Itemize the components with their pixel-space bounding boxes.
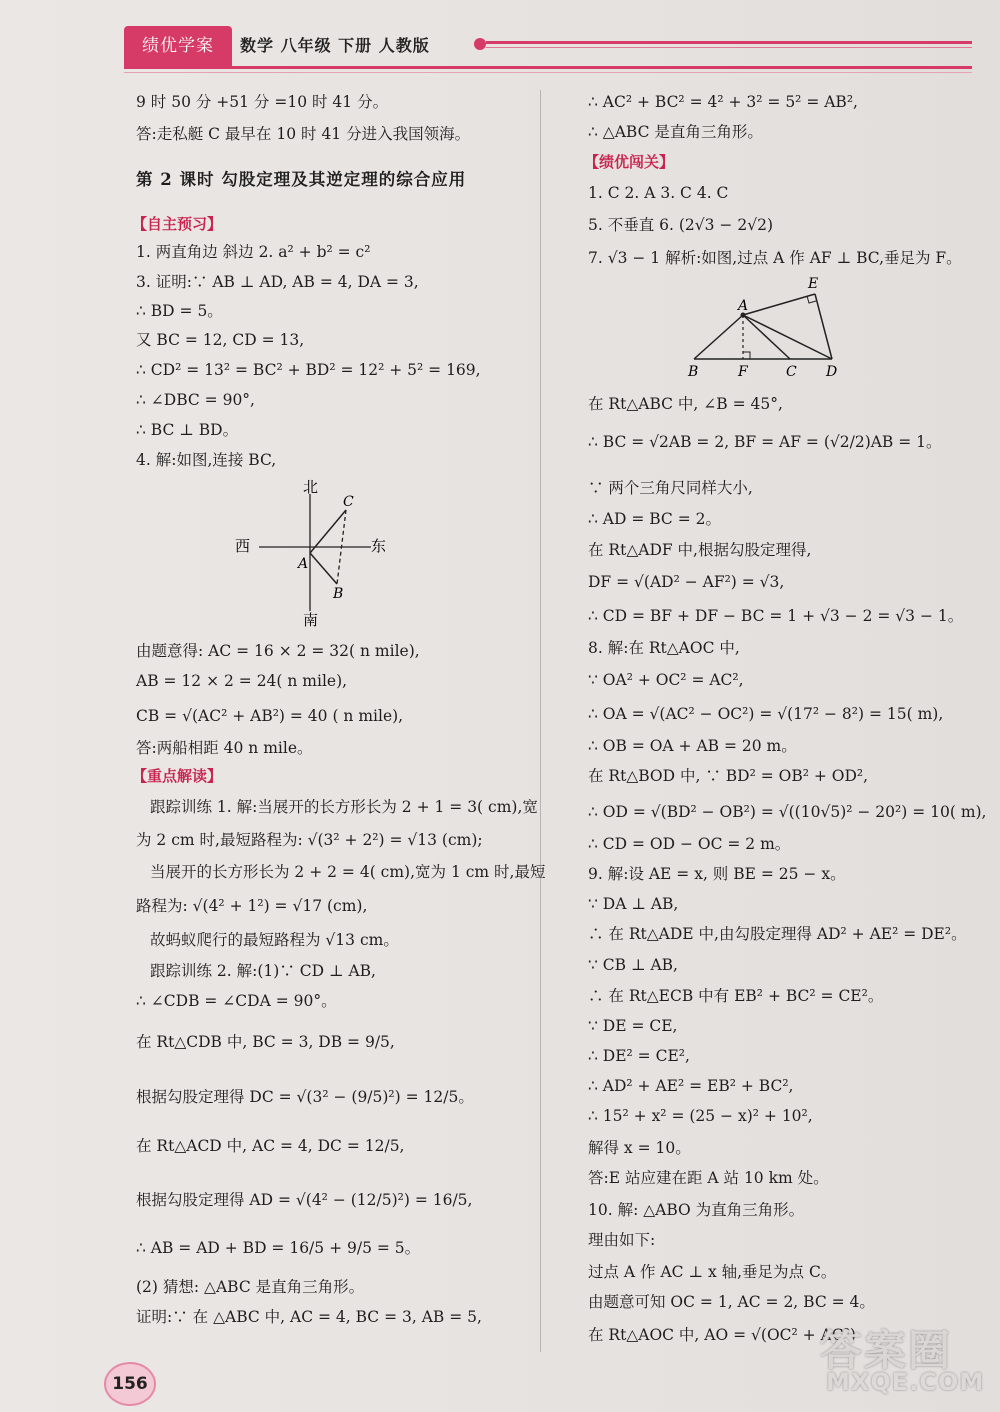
text-line: ∴ CD = BF + DF − BC = 1 + √3 − 2 = √3 − 1。 <box>588 607 964 625</box>
label-west: 西 <box>235 537 251 555</box>
text-line: ∴ △ABC 是直角三角形。 <box>588 123 763 141</box>
text-line: ∵ 两个三角尺同样大小, <box>588 479 753 497</box>
text-line: ∴ OA = √(AC² − OC²) = √(17² − 8²) = 15( m), <box>588 705 944 723</box>
text-line: 9 时 50 分 +51 分 =10 时 41 分。 <box>136 93 389 111</box>
lesson-title: 第 2 课时 勾股定理及其逆定理的综合应用 <box>136 170 467 189</box>
text-line: ∴ AD = BC = 2。 <box>588 510 721 528</box>
text-line: AB = 12 × 2 = 24( n mile), <box>136 672 348 690</box>
text-line: ∴ BC = √2AB = 2, BF = AF = (√2/2)AB = 1。 <box>588 433 942 451</box>
text-line: 3. 证明:∵ AB ⊥ AD, AB = 4, DA = 3, <box>136 273 419 291</box>
column-divider <box>540 90 541 1352</box>
text-line: ∴ CD² = 13² = BC² + BD² = 12² + 5² = 169, <box>136 361 481 379</box>
label-a: A <box>738 298 749 314</box>
text-line: 解得 x = 10。 <box>588 1139 691 1157</box>
text-line: 在 Rt△ADF 中,根据勾股定理得, <box>588 541 812 559</box>
text-line: ∴ 在 Rt△ECB 中有 EB² + BC² = CE²。 <box>588 987 884 1005</box>
text-line: CB = √(AC² + AB²) = 40 ( n mile), <box>136 707 404 725</box>
text-line: ∵ DE = CE, <box>588 1017 678 1035</box>
text-line: 5. 不垂直 6. (2√3 − 2√2) <box>588 216 773 234</box>
text-line: ∴ OB = OA + AB = 20 m。 <box>588 737 797 755</box>
header-underline <box>124 66 972 69</box>
text-line: ∴ 15² + x² = (25 − x)² + 10², <box>588 1107 813 1125</box>
text-line: 过点 A 作 AC ⊥ x 轴,垂足为点 C。 <box>588 1263 837 1281</box>
text-line: 在 Rt△AOC 中, AO = √(OC² + AC²) <box>588 1326 856 1344</box>
header-underline-thin <box>124 72 972 73</box>
label-c: C <box>343 494 354 510</box>
section-heading: 【绩优闯关】 <box>584 153 675 171</box>
text-line: 答:两船相距 40 n mile。 <box>136 739 313 757</box>
text-line: 理由如下: <box>588 1231 656 1249</box>
segment-ae <box>743 294 815 315</box>
text-line: 故蚂蚁爬行的最短路程为 √13 cm。 <box>150 931 399 949</box>
text-line: (2) 猜想: △ABC 是直角三角形。 <box>136 1278 365 1296</box>
section-heading: 【自主预习】 <box>132 215 223 233</box>
text-line: 答:E 站应建在距 A 站 10 km 处。 <box>588 1169 829 1187</box>
triangle-diagram <box>680 272 860 384</box>
text-line: 根据勾股定理得 DC = √(3² − (9/5)²) = 12/5。 <box>136 1088 474 1106</box>
segment-ad <box>743 315 832 359</box>
watermark-url: MXQE.COM <box>826 1368 985 1396</box>
label-east: 东 <box>371 537 387 555</box>
header-rule-thin <box>486 47 972 48</box>
text-line: 又 BC = 12, CD = 13, <box>136 331 305 349</box>
text-line: 路程为: √(4² + 1²) = √17 (cm), <box>136 897 368 915</box>
text-line: DF = √(AD² − AF²) = √3, <box>588 573 785 591</box>
header-subtitle: 数学 八年级 下册 人教版 <box>240 36 430 55</box>
right-angle-e <box>807 296 816 303</box>
page-number: 156 <box>104 1362 156 1406</box>
text-line: 当展开的长方形长为 2 + 2 = 4( cm),宽为 1 cm 时,最短 <box>150 863 546 881</box>
compass-diagram <box>225 476 405 628</box>
text-line: ∴ 在 Rt△ADE 中,由勾股定理得 AD² + AE² = DE²。 <box>588 925 967 943</box>
text-line: 在 Rt△BOD 中, ∵ BD² = OB² + OD², <box>588 767 869 785</box>
text-line: 9. 解:设 AE = x, 则 BE = 25 − x。 <box>588 865 846 883</box>
text-line: ∴ OD = √(BD² − OB²) = √((10√5)² − 20²) = 10( m), <box>588 803 987 821</box>
watermark-text: 答案圈 <box>820 1326 953 1375</box>
text-line: 跟踪训练 2. 解:(1)∵ CD ⊥ AB, <box>150 962 376 980</box>
label-a: A <box>298 556 309 572</box>
label-d: D <box>826 364 838 380</box>
label-e: E <box>808 276 819 292</box>
text-line: ∴ ∠DBC = 90°, <box>136 391 255 409</box>
text-line: 8. 解:在 Rt△AOC 中, <box>588 639 740 657</box>
text-line: ∴ DE² = CE², <box>588 1047 690 1065</box>
header-rule <box>486 41 972 44</box>
text-line: ∵ CB ⊥ AB, <box>588 956 678 974</box>
watermark <box>820 1318 990 1408</box>
text-line: 7. √3 − 1 解析:如图,过点 A 作 AF ⊥ BC,垂足为 F。 <box>588 249 962 267</box>
text-line: 由题意可知 OC = 1, AC = 2, BC = 4。 <box>588 1293 875 1311</box>
segment-ab <box>310 553 337 584</box>
label-b: B <box>688 364 699 380</box>
text-line: 根据勾股定理得 AD = √(4² − (12/5)²) = 16/5, <box>136 1191 473 1209</box>
text-line: 10. 解: △ABO 为直角三角形。 <box>588 1201 805 1219</box>
text-line: ∴ ∠CDB = ∠CDA = 90°。 <box>136 992 337 1010</box>
section-heading: 【重点解读】 <box>132 767 223 785</box>
text-line: 在 Rt△CDB 中, BC = 3, DB = 9/5, <box>136 1033 395 1051</box>
label-f: F <box>738 364 748 380</box>
text-line: 在 Rt△ACD 中, AC = 4, DC = 12/5, <box>136 1137 405 1155</box>
text-line: ∴ AB = AD + BD = 16/5 + 9/5 = 5。 <box>136 1239 421 1257</box>
header-tab: 绩优学案 <box>124 26 232 66</box>
header-dot <box>474 38 486 50</box>
text-line: ∴ CD = OD − OC = 2 m。 <box>588 835 791 853</box>
text-line: ∵ DA ⊥ AB, <box>588 895 679 913</box>
label-north: 北 <box>303 478 319 496</box>
text-line: 在 Rt△ABC 中, ∠B = 45°, <box>588 395 783 413</box>
segment-ed <box>815 294 832 359</box>
text-line: ∴ BC ⊥ BD。 <box>136 421 239 439</box>
text-line: 4. 解:如图,连接 BC, <box>136 451 277 469</box>
text-line: ∴ AD² + AE² = EB² + BC², <box>588 1077 794 1095</box>
text-line: ∴ AC² + BC² = 4² + 3² = 5² = AB², <box>588 93 858 111</box>
label-b: B <box>333 586 344 602</box>
label-c: C <box>786 364 797 380</box>
text-line: ∴ BD = 5。 <box>136 302 223 320</box>
text-line: 证明:∵ 在 △ABC 中, AC = 4, BC = 3, AB = 5, <box>136 1308 482 1326</box>
text-line: 跟踪训练 1. 解:当展开的长方形长为 2 + 1 = 3( cm),宽 <box>150 798 538 816</box>
text-line: ∵ OA² + OC² = AC², <box>588 671 744 689</box>
label-south: 南 <box>303 611 319 628</box>
text-line: 由题意得: AC = 16 × 2 = 32( n mile), <box>136 642 420 660</box>
right-angle-f <box>743 352 750 359</box>
text-line: 1. 两直角边 斜边 2. a² + b² = c² <box>136 243 371 261</box>
text-line: 1. C 2. A 3. C 4. C <box>588 184 729 202</box>
text-line: 答:走私艇 C 最早在 10 时 41 分进入我国领海。 <box>136 125 471 143</box>
text-line: 为 2 cm 时,最短路程为: √(3² + 2²) = √13 (cm); <box>136 831 483 849</box>
segment-ba <box>694 315 743 359</box>
